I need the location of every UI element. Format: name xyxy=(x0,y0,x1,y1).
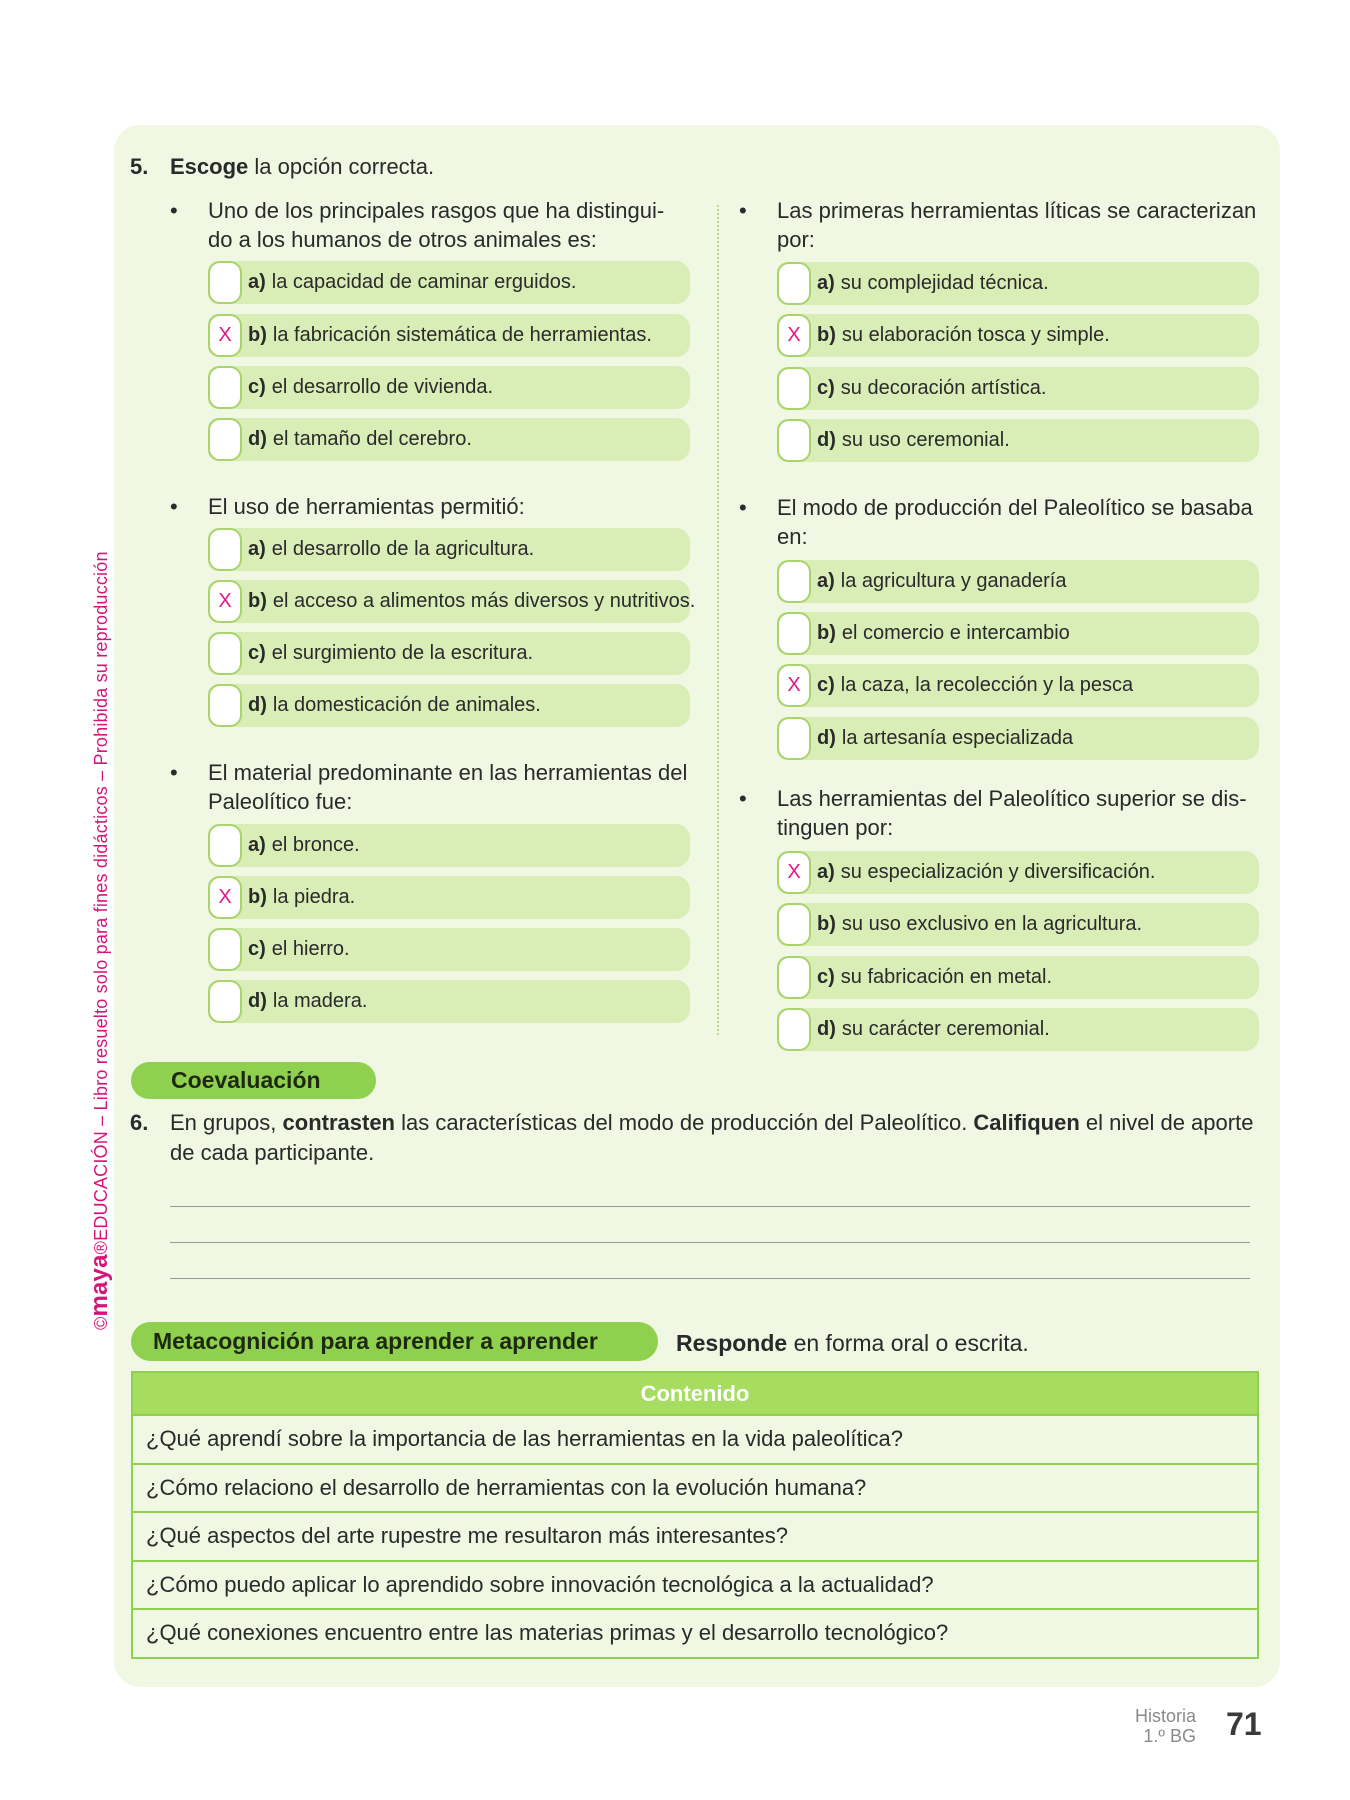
question-6-verb: contrasten xyxy=(282,1110,395,1135)
answer-option[interactable] xyxy=(777,903,1259,946)
table-row: ¿Qué aspectos del arte rupestre me resultaron más interesantes? xyxy=(133,1511,1257,1560)
answer-checkbox[interactable]: X xyxy=(777,314,811,357)
coevaluacion-label: Coevaluación xyxy=(131,1062,376,1099)
answer-option[interactable] xyxy=(208,928,690,971)
option-letter: c) xyxy=(817,377,835,399)
answer-checkbox[interactable] xyxy=(777,262,811,305)
answer-option[interactable] xyxy=(777,717,1259,760)
answer-checkbox[interactable]: X xyxy=(208,580,242,623)
option-letter: c) xyxy=(248,376,266,398)
table-row: ¿Qué conexiones encuentro entre las materias primas y el desarrollo tecnológico? xyxy=(133,1608,1257,1657)
option-text: su uso ceremonial. xyxy=(841,429,1010,451)
question-text-line: tinguen por: xyxy=(777,815,894,840)
answer-checkbox[interactable] xyxy=(208,824,242,867)
answer-checkbox[interactable]: X xyxy=(208,314,242,357)
question-text-line: El material predominante en las herramientas del xyxy=(208,760,688,785)
metacognicion-instruction xyxy=(676,1328,1029,1358)
subject-name: Historia xyxy=(1134,1706,1196,1726)
option-letter: d) xyxy=(817,1018,836,1040)
table-row: ¿Cómo puedo aplicar lo aprendido sobre innovación tecnológica a la actualidad? xyxy=(133,1560,1257,1609)
reflection-table xyxy=(131,1371,1259,1659)
option-letter: b) xyxy=(817,622,836,644)
option-letter: c) xyxy=(248,938,266,960)
option-letter: d) xyxy=(248,694,267,716)
option-letter: d) xyxy=(248,428,267,450)
page-number: 71 xyxy=(1226,1706,1262,1742)
question-text-line: El uso de herramientas permitió: xyxy=(208,494,525,519)
metacognicion-verb: Responde xyxy=(676,1330,788,1356)
question-text-line: Las herramientas del Paleolítico superior se dis- xyxy=(777,786,1247,811)
option-letter: a) xyxy=(248,538,266,560)
option-letter: b) xyxy=(248,590,267,612)
answer-checkbox[interactable] xyxy=(777,612,811,655)
bullet-icon: • xyxy=(170,494,178,519)
option-text: su elaboración tosca y simple. xyxy=(841,324,1110,346)
option-letter: a) xyxy=(817,570,835,592)
option-text: la artesanía especializada xyxy=(841,727,1074,749)
option-text: la domesticación de animales. xyxy=(272,694,541,716)
bullet-icon: • xyxy=(739,198,747,223)
option-letter: b) xyxy=(817,324,836,346)
question-text-line: por: xyxy=(777,227,815,252)
question-6-verb: Califiquen xyxy=(973,1110,1080,1135)
option-text: su complejidad técnica. xyxy=(840,272,1049,294)
answer-option[interactable] xyxy=(777,664,1259,707)
question-block xyxy=(170,492,703,521)
answer-checkbox[interactable] xyxy=(208,684,242,727)
answer-checkbox[interactable] xyxy=(777,956,811,999)
table-row: ¿Qué aprendí sobre la importancia de las herramientas en la vida paleolítica? xyxy=(133,1414,1257,1463)
question-text-line: Las primeras herramientas líticas se caracterizan xyxy=(777,198,1257,223)
answer-option[interactable] xyxy=(777,1008,1259,1051)
option-letter: a) xyxy=(817,272,835,294)
question-number: 5. xyxy=(130,154,149,179)
option-letter: d) xyxy=(817,727,836,749)
brand-logo: maya xyxy=(86,1254,113,1317)
question-text-line: El modo de producción del Paleolítico se basaba xyxy=(777,495,1253,520)
answer-checkbox[interactable] xyxy=(777,903,811,946)
answer-checkbox[interactable]: X xyxy=(208,876,242,919)
question-6 xyxy=(130,1108,1270,1168)
option-text: su carácter ceremonial. xyxy=(841,1018,1050,1040)
option-text: el surgimiento de la escritura. xyxy=(271,642,534,664)
answer-option[interactable] xyxy=(208,528,690,571)
answer-option[interactable] xyxy=(208,580,696,623)
answer-checkbox[interactable]: X xyxy=(777,664,811,707)
answer-checkbox[interactable] xyxy=(208,632,242,675)
answer-option[interactable] xyxy=(208,314,690,357)
option-text: el comercio e intercambio xyxy=(841,622,1070,644)
option-text: el hierro. xyxy=(271,938,350,960)
option-letter: d) xyxy=(248,990,267,1012)
option-text: el bronce. xyxy=(271,834,360,856)
bullet-icon: • xyxy=(170,760,178,785)
option-letter: a) xyxy=(248,271,266,293)
table-row: ¿Cómo relaciono el desarrollo de herramientas con la evolución humana? xyxy=(133,1463,1257,1512)
question-block xyxy=(739,784,1272,842)
answer-checkbox[interactable] xyxy=(208,418,242,461)
option-text: su especialización y diversificación. xyxy=(840,861,1156,883)
answer-option[interactable] xyxy=(208,632,690,675)
question-5-heading xyxy=(130,152,434,182)
question-block xyxy=(739,493,1272,551)
footer-subject xyxy=(1100,1706,1196,1746)
answer-checkbox[interactable] xyxy=(208,528,242,571)
option-text: la capacidad de caminar erguidos. xyxy=(271,271,577,293)
answer-checkbox[interactable] xyxy=(777,1008,811,1051)
option-letter: b) xyxy=(248,324,267,346)
answer-option[interactable] xyxy=(208,366,690,409)
option-text: el tamaño del cerebro. xyxy=(272,428,472,450)
answer-checkbox[interactable] xyxy=(777,717,811,760)
answer-checkbox[interactable]: X xyxy=(777,851,811,894)
option-text: su uso exclusivo en la agricultura. xyxy=(841,913,1143,935)
option-text: el desarrollo de vivienda. xyxy=(271,376,494,398)
copyright-symbol: © xyxy=(91,1316,111,1330)
option-text: su fabricación en metal. xyxy=(840,966,1053,988)
option-text: la piedra. xyxy=(272,886,356,908)
answer-option[interactable] xyxy=(777,262,1259,305)
answer-option[interactable] xyxy=(777,956,1259,999)
table-header: Contenido xyxy=(133,1373,1257,1414)
answer-option[interactable] xyxy=(777,612,1259,655)
option-letter: d) xyxy=(817,429,836,451)
answer-option[interactable] xyxy=(208,261,690,304)
option-text: la madera. xyxy=(272,990,368,1012)
option-letter: b) xyxy=(248,886,267,908)
option-text: la caza, la recolección y la pesca xyxy=(840,674,1134,696)
question-verb: Escoge xyxy=(170,154,249,179)
answer-checkbox[interactable] xyxy=(777,419,811,462)
answer-checkbox[interactable] xyxy=(208,261,242,304)
option-letter: b) xyxy=(817,913,836,935)
answer-line[interactable] xyxy=(170,1242,1250,1243)
question-6-text: las características del modo de producción del Paleolítico. xyxy=(395,1110,974,1135)
answer-checkbox[interactable] xyxy=(208,928,242,971)
question-instruction: la opción correcta. xyxy=(248,154,435,179)
answer-option[interactable] xyxy=(777,560,1259,603)
option-letter: a) xyxy=(248,834,266,856)
question-block xyxy=(170,758,703,816)
answer-option[interactable] xyxy=(777,367,1259,410)
grade-level: 1.º BG xyxy=(1143,1726,1196,1746)
answer-checkbox[interactable] xyxy=(208,366,242,409)
bullet-icon: • xyxy=(739,495,747,520)
credit-text: ®EDUCACIÓN – Libro resuelto solo para fines didácticos – Prohibida su reproducción xyxy=(91,551,111,1255)
question-number: 6. xyxy=(130,1110,149,1135)
bullet-icon: • xyxy=(170,198,178,223)
question-text-line: Paleolítico fue: xyxy=(208,789,353,814)
answer-line[interactable] xyxy=(170,1206,1250,1207)
answer-option[interactable] xyxy=(208,876,690,919)
option-text: la fabricación sistemática de herramientas. xyxy=(272,324,652,346)
option-text: la agricultura y ganadería xyxy=(840,570,1067,592)
question-block xyxy=(170,196,703,254)
answer-checkbox[interactable] xyxy=(777,560,811,603)
answer-checkbox[interactable] xyxy=(208,980,242,1023)
option-letter: a) xyxy=(817,861,835,883)
option-text: el desarrollo de la agricultura. xyxy=(271,538,535,560)
answer-option[interactable] xyxy=(208,824,690,867)
question-text-line: en: xyxy=(777,524,808,549)
answer-option[interactable] xyxy=(777,419,1259,462)
answer-checkbox[interactable] xyxy=(777,367,811,410)
bullet-icon: • xyxy=(739,786,747,811)
option-letter: c) xyxy=(817,966,835,988)
metacognicion-label: Metacognición para aprender a aprender xyxy=(131,1322,658,1361)
question-6-text: En grupos, xyxy=(170,1110,283,1135)
answer-option[interactable] xyxy=(777,851,1259,894)
answer-option[interactable] xyxy=(208,418,690,461)
metacognicion-instruction-text: en forma oral o escrita. xyxy=(787,1330,1029,1356)
answer-option[interactable] xyxy=(208,684,690,727)
option-letter: c) xyxy=(817,674,835,696)
question-text-line: Uno de los principales rasgos que ha distingui- xyxy=(208,198,665,223)
answer-line[interactable] xyxy=(170,1278,1250,1279)
question-block xyxy=(739,196,1272,254)
answer-option[interactable] xyxy=(208,980,690,1023)
answer-option[interactable] xyxy=(777,314,1259,357)
option-text: su decoración artística. xyxy=(840,377,1047,399)
question-text-line: do a los humanos de otros animales es: xyxy=(208,227,597,252)
column-divider xyxy=(717,205,719,1035)
option-letter: c) xyxy=(248,642,266,664)
question-6-text: el nivel de aporte de cada participante. xyxy=(170,1110,1254,1165)
option-text: el acceso a alimentos más diversos y nutritivos. xyxy=(272,590,696,612)
